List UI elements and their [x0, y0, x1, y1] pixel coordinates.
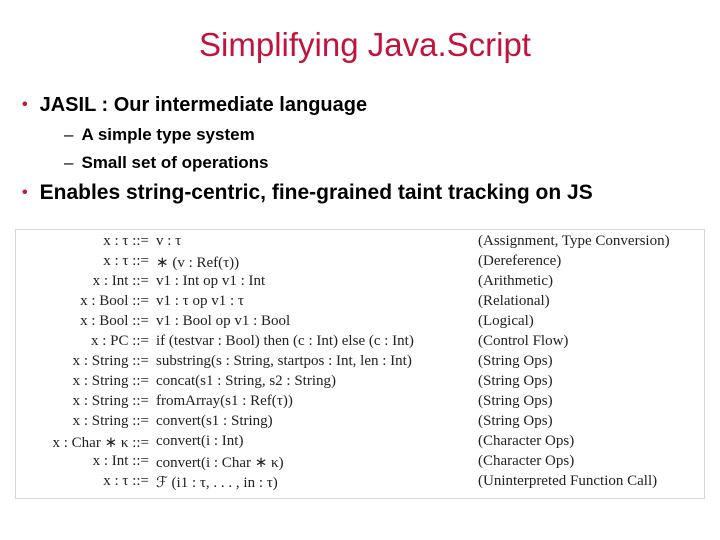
subbullet-text: A simple type system	[81, 125, 255, 144]
grammar-rhs: substring(s : String, startpos : Int, len : Int)	[156, 353, 412, 369]
grammar-comment: (Uninterpreted Function Call)	[478, 473, 658, 489]
grammar-comment: (String Ops)	[478, 413, 553, 429]
grammar-row	[16, 293, 704, 313]
grammar-row	[16, 353, 704, 373]
grammar-lhs: x : String ::=	[72, 353, 149, 369]
grammar-comment: (Dereference)	[478, 253, 562, 269]
grammar-rhs: concat(s1 : String, s2 : String)	[156, 373, 336, 389]
grammar-row	[16, 273, 704, 293]
grammar-rhs: v : τ	[156, 233, 182, 249]
grammar-row	[16, 393, 704, 413]
grammar-rhs: if (testvar : Bool) then (c : Int) else (c : Int)	[156, 333, 414, 349]
grammar-rhs: convert(s1 : String)	[156, 413, 273, 429]
grammar-comment: (Arithmetic)	[478, 273, 553, 289]
grammar-rhs: fromArray(s1 : Ref(τ))	[156, 393, 293, 409]
grammar-rhs: ℱ (i1 : τ, . . . , in : τ)	[156, 475, 278, 491]
grammar-comment: (Control Flow)	[478, 333, 569, 349]
grammar-comment: (String Ops)	[478, 393, 553, 409]
grammar-lhs: x : Bool ::=	[80, 313, 149, 329]
grammar-lhs: x : τ ::=	[103, 233, 149, 249]
bullet-taint-tracking	[22, 181, 593, 205]
grammar-lhs: x : τ ::=	[103, 253, 149, 269]
grammar-lhs: x : Bool ::=	[80, 293, 149, 309]
grammar-lhs: x : PC ::=	[90, 333, 149, 349]
grammar-comment: (Character Ops)	[478, 433, 575, 449]
grammar-row	[16, 233, 704, 253]
dash-icon: –	[64, 125, 74, 144]
grammar-lhs: x : Int ::=	[92, 273, 149, 289]
grammar-lhs: x : Int ::=	[92, 453, 149, 469]
grammar-row	[16, 473, 704, 493]
dash-icon: –	[64, 153, 74, 172]
grammar-rhs: convert(i : Char ∗ κ)	[156, 455, 284, 471]
grammar-lhs: x : String ::=	[72, 413, 149, 429]
grammar-rhs: v1 : τ op v1 : τ	[156, 293, 244, 309]
subbullet-operations	[64, 153, 269, 173]
grammar-rhs: ∗ (v : Ref(τ))	[156, 255, 240, 271]
grammar-rhs: convert(i : Int)	[156, 433, 244, 449]
grammar-row	[16, 313, 704, 333]
grammar-row	[16, 433, 704, 453]
grammar-comment: (Assignment, Type Conversion)	[478, 233, 670, 249]
grammar-row	[16, 373, 704, 393]
grammar-row	[16, 413, 704, 433]
grammar-lhs: x : String ::=	[72, 373, 149, 389]
grammar-row	[16, 253, 704, 273]
grammar-row	[16, 453, 704, 473]
grammar-lhs: x : String ::=	[72, 393, 149, 409]
grammar-comment: (Relational)	[478, 293, 550, 309]
grammar-comment: (String Ops)	[478, 353, 553, 369]
grammar-rhs: v1 : Int op v1 : Int	[156, 273, 266, 289]
slide-title: Simplifying Java.Script	[199, 26, 531, 63]
bullet-icon: •	[22, 96, 28, 113]
bullet-icon: •	[22, 184, 28, 201]
bullet-text: Enables string-centric, fine-grained taint tracking on JS	[39, 181, 593, 204]
subbullet-text: Small set of operations	[81, 153, 269, 172]
grammar-lhs: x : Char ∗ κ ::=	[52, 435, 149, 451]
grammar-lhs: x : τ ::=	[103, 473, 149, 489]
grammar-comment: (Logical)	[478, 313, 534, 329]
grammar-rhs: v1 : Bool op v1 : Bool	[156, 313, 291, 329]
grammar-comment: (String Ops)	[478, 373, 553, 389]
subbullet-type-system	[64, 125, 255, 145]
grammar-comment: (Character Ops)	[478, 453, 575, 469]
grammar-figure	[15, 229, 705, 499]
grammar-row	[16, 333, 704, 353]
bullet-jasil	[22, 94, 367, 117]
bullet-text: JASIL : Our intermediate language	[39, 94, 368, 116]
